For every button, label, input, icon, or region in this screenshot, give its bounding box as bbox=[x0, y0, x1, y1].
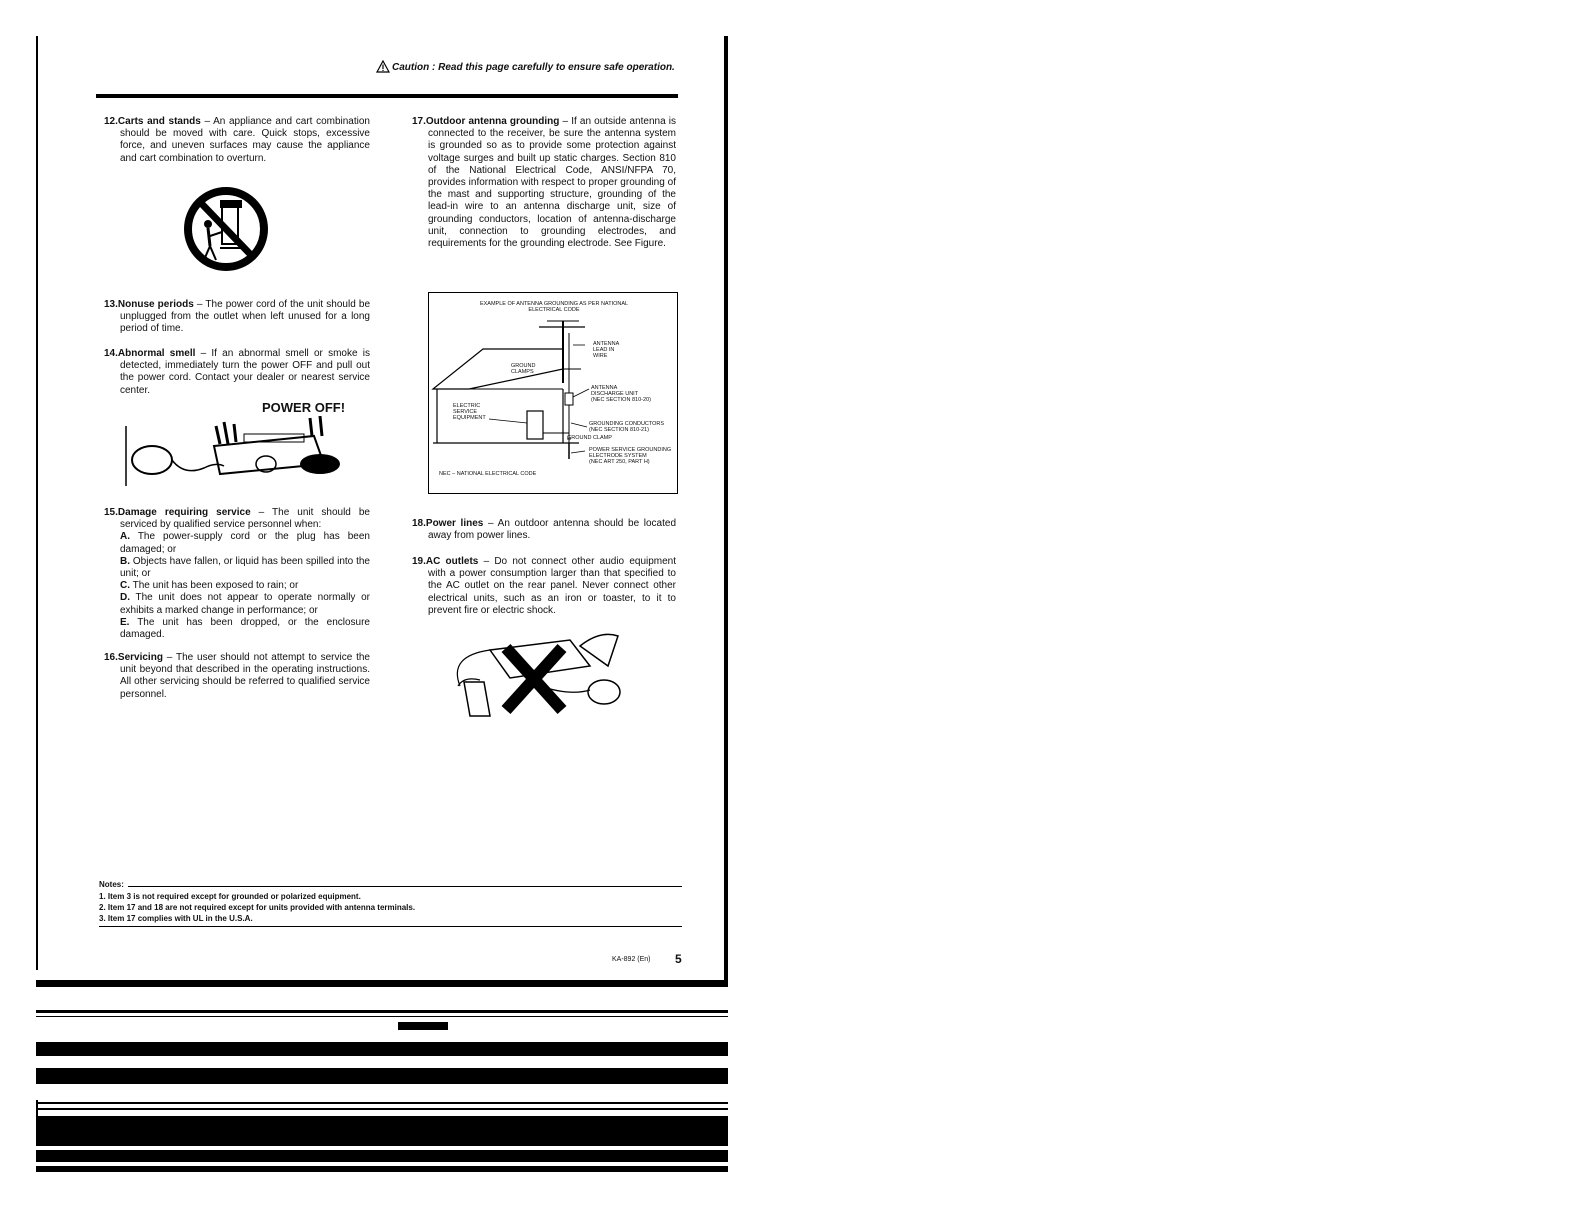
scan-artifact-block bbox=[398, 1022, 448, 1030]
item-14 bbox=[104, 348, 370, 397]
notes-label: Notes: bbox=[99, 880, 124, 889]
item-15-c: C. The unit has been exposed to rain; or bbox=[120, 580, 299, 592]
item-text: – Do not connect other audio equipment with a power consumption larger than that specified to the AC outlet on the rear panel. Never connect other electrical units, such as an iron or toaster, to it to prevent fire or electric shock. bbox=[428, 556, 677, 616]
item-title: AC outlets bbox=[425, 556, 479, 567]
item-text: – The power cord of the unit should be unplugged from the outlet when left unused for a long period of time. bbox=[120, 299, 371, 335]
scan-artifact-line bbox=[36, 1016, 728, 1017]
item-text: – An appliance and cart combination should be moved with care. Quick stops, excessive force, and uneven surfaces may cause the appliance and cart combination to overturn. bbox=[120, 116, 370, 164]
item-number: 17. bbox=[412, 116, 426, 127]
power-off-heading: POWER OFF! bbox=[262, 400, 346, 415]
item-19 bbox=[412, 556, 676, 617]
item-text: – The user should not attempt to service the unit beyond that described in the operating instructions. All other servicing should be referred to qualified service personnel. bbox=[120, 652, 370, 700]
item-text: – An outdoor antenna should be located away from power lines. bbox=[428, 518, 677, 542]
item-15 bbox=[104, 507, 370, 641]
notes-bottom-rule bbox=[99, 926, 682, 927]
note-1: 1. Item 3 is not required except for grounded or polarized equipment. bbox=[99, 892, 361, 901]
item-15-b: B. Objects have fallen, or liquid has been spilled into the unit; or bbox=[120, 555, 370, 580]
label-power-service: POWER SERVICE GROUNDING ELECTRODE SYSTEM (NEC ART 250, PART H) bbox=[589, 447, 672, 465]
label-nec: NEC – NATIONAL ELECTRICAL CODE bbox=[439, 471, 537, 477]
caution-text: Caution : Read this page carefully to ensure safe operation. bbox=[392, 62, 675, 73]
item-title: Abnormal smell bbox=[117, 348, 196, 359]
scan-artifact-line bbox=[36, 1102, 728, 1104]
label-antenna-lead: ANTENNA LEAD IN WIRE bbox=[593, 341, 620, 359]
item-13 bbox=[104, 299, 370, 336]
cart-warning-icon bbox=[180, 186, 272, 272]
figure-title: EXAMPLE OF ANTENNA GROUNDING AS PER NATIONAL ELECTRICAL CODE bbox=[479, 301, 629, 313]
label-ground-clamp: GROUND CLAMP bbox=[567, 435, 612, 441]
item-text: – If an abnormal smell or smoke is detected, immediately turn the power OFF and pull out the power cord. Contact your dealer or nearest service center. bbox=[120, 348, 371, 396]
item-title: Damage requiring service bbox=[117, 507, 251, 518]
model-number: KA-892 (En) bbox=[612, 956, 651, 963]
ac-outlet-illustration bbox=[440, 626, 630, 720]
scan-artifact-band bbox=[36, 1166, 728, 1172]
item-number: 15. bbox=[104, 507, 118, 518]
scan-artifact-line bbox=[36, 1010, 728, 1013]
page-bottom-bar bbox=[36, 980, 728, 987]
page-number: 5 bbox=[675, 952, 682, 966]
item-text: – The unit should be serviced by qualified service personnel when: bbox=[120, 507, 370, 531]
item-15-d: D. The unit does not appear to operate normally or exhibits a marked change in performance; or bbox=[120, 592, 370, 616]
item-title: Nonuse periods bbox=[117, 299, 194, 310]
item-18 bbox=[412, 518, 676, 542]
item-title: Outdoor antenna grounding bbox=[425, 116, 560, 127]
item-12 bbox=[104, 116, 370, 165]
note-2: 2. Item 17 and 18 are not required except for units provided with antenna terminals. bbox=[99, 903, 416, 912]
item-number: 12. bbox=[104, 116, 118, 127]
antenna-grounding-figure bbox=[428, 292, 678, 494]
scan-artifact-line bbox=[36, 1108, 728, 1110]
label-electric-service: ELECTRIC SERVICE EQUIPMENT bbox=[453, 403, 486, 421]
item-title: Servicing bbox=[117, 652, 163, 663]
item-17 bbox=[412, 116, 676, 250]
note-3: 3. Item 17 complies with UL in the U.S.A. bbox=[99, 914, 253, 923]
header-rule bbox=[96, 94, 678, 98]
power-off-illustration bbox=[124, 416, 344, 488]
page-border-left bbox=[36, 36, 38, 970]
label-discharge-unit: ANTENNA DISCHARGE UNIT (NEC SECTION 810-20) bbox=[591, 385, 651, 403]
page-border-right bbox=[724, 36, 728, 986]
scan-artifact-band bbox=[36, 1116, 728, 1146]
label-grounding-conductors: GROUNDING CONDUCTORS (NEC SECTION 810-21) bbox=[589, 421, 665, 433]
scan-artifact-band bbox=[36, 1150, 728, 1162]
item-16 bbox=[104, 652, 370, 701]
notes-rule bbox=[128, 886, 682, 887]
item-title: Power lines bbox=[425, 518, 484, 529]
item-title: Carts and stands bbox=[117, 116, 201, 127]
caution-header bbox=[376, 60, 675, 73]
label-ground-clamps: GROUND CLAMPS bbox=[511, 363, 536, 375]
item-number: 13. bbox=[104, 299, 118, 310]
item-15-a: A. The power-supply cord or the plug has been damaged; or bbox=[120, 531, 370, 555]
item-15-e: E. The unit has been dropped, or the enclosure damaged. bbox=[120, 616, 370, 641]
item-number: 16. bbox=[104, 652, 118, 663]
item-number: 19. bbox=[412, 556, 426, 567]
item-number: 14. bbox=[104, 348, 118, 359]
item-text: – If an outside antenna is connected to the receiver, be sure the antenna system is grounded so as to provide some protection against voltage surges and built up static charges. Section 810 of the National Electrical Code, ANSI/NFPA 70, provides information with respect to proper grounding of the mast and supporting structure, grounding of the lead-in wire to an antenna discharge unit, size of grounding conductors, location of antenna-discharge unit, connection to grounding electrodes, and requirements for the grounding electrode. See Figure. bbox=[428, 116, 677, 250]
scan-artifact-band bbox=[36, 1042, 728, 1056]
scan-artifact-band bbox=[36, 1068, 728, 1084]
item-number: 18. bbox=[412, 518, 426, 529]
warning-triangle-icon bbox=[376, 60, 390, 73]
